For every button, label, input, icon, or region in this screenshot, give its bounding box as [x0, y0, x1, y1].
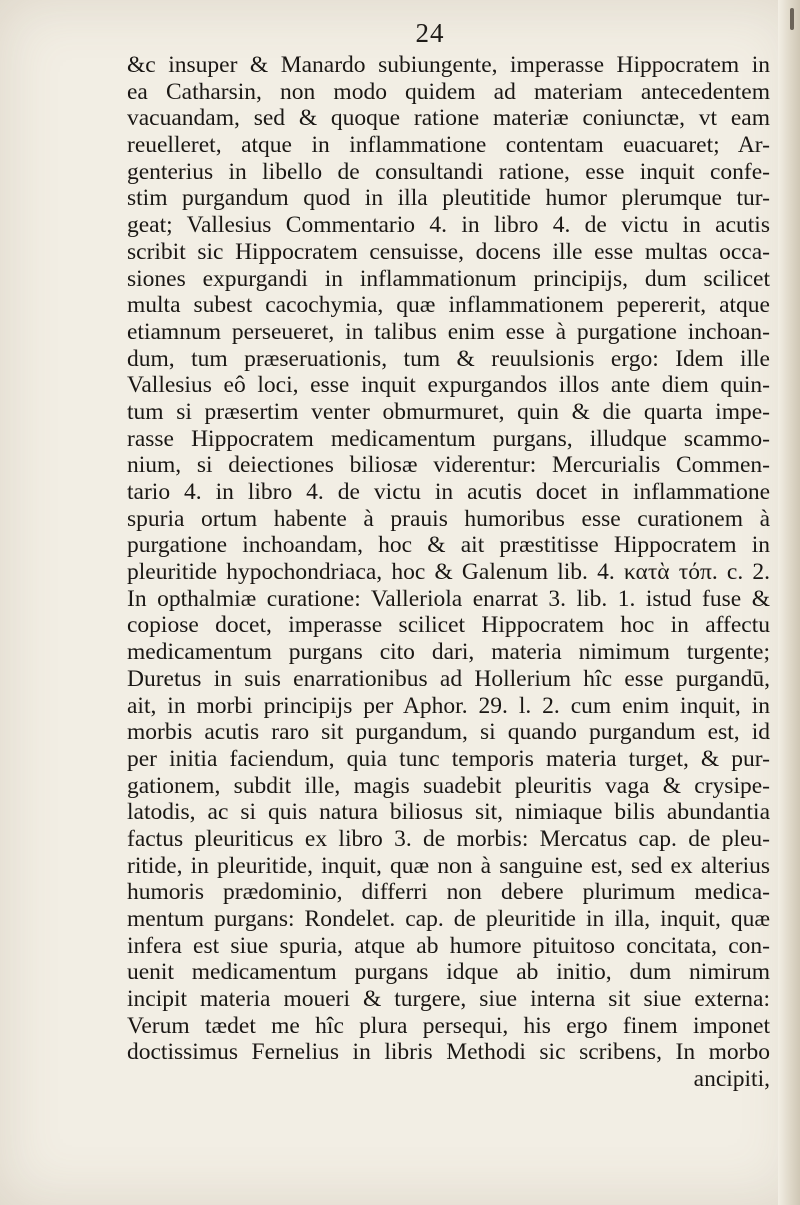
text-line: nium, si deiectiones biliosæ viderentur: Mercurialis Commen-: [127, 452, 770, 479]
text-line: scribit sic Hippocratem censuisse, docens ille esse multas occa-: [127, 238, 770, 265]
text-line: copiose docet, imperasse scilicet Hippocratem hoc in affectu: [127, 612, 770, 639]
text-line: tario 4. in libro 4. de victu in acutis docet in inflammatione: [127, 479, 770, 505]
page-number: 24: [415, 18, 445, 48]
text-line: Duretus in suis enarrationibus ad Hollerium hîc esse purgandū,: [127, 665, 770, 692]
text-line: per initia faciendum, quia tunc temporis materia turget, & pur-: [127, 745, 770, 772]
text-line: doctissimus Fernelius in libris Methodi sic scribens, In morbo: [127, 1039, 770, 1066]
text-line: incipit materia moueri & turgere, siue interna sit siue externa:: [127, 986, 770, 1013]
text-line: dum, tum præseruationis, tum & reuulsionis ergo: Idem ille: [127, 345, 770, 372]
text-line: purgatione inchoandam, hoc & ait præstitisse Hippocratem in: [127, 532, 770, 559]
text-line: geat; Vallesius Commentario 4. in libro 4. de victu in acutis: [127, 212, 770, 239]
text-line: vacuandam, sed & quoque ratione materiæ coniunctæ, vt eam: [127, 105, 770, 132]
text-line: ritide, in pleuritide, inquit, quæ non à sanguine est, sed ex alterius: [127, 852, 770, 879]
text-line: &c insuper & Manardo subiungente, imperasse Hippocratem in: [127, 52, 770, 78]
text-line: gationem, subdit ille, magis suadebit pleuritis vaga & crysipe-: [127, 772, 770, 799]
text-line: tum si præsertim venter obmurmuret, quin & die quarta impe-: [127, 398, 770, 425]
text-line: infera est siue spuria, atque ab humore pituitoso concitata, con-: [127, 932, 770, 959]
text-line: etiamnum perseueret, in talibus enim esse à purgatione inchoan-: [127, 318, 770, 345]
text-line: factus pleuriticus ex libro 3. de morbis: Mercatus cap. de pleu-: [127, 825, 770, 852]
text-line: rasse Hippocratem medicamentum purgans, illudque scammo-: [127, 425, 770, 452]
page-fold-edge: [778, 0, 800, 1205]
text-line: ait, in morbi principijs per Aphor. 29. l. 2. cum enim inquit, in: [127, 692, 770, 719]
text-line: uenit medicamentum purgans idque ab initio, dum nimirum: [127, 959, 770, 986]
text-line: genterius in libello de consultandi ratione, esse inquit confe-: [127, 158, 770, 185]
text-line: multa subest cacochymia, quæ inflammationem pepererit, atque: [127, 292, 770, 319]
text-line: Verum tædet me hîc plura persequi, his ergo finem imponet: [127, 1012, 770, 1039]
text-line: mentum purgans: Rondelet. cap. de pleuritide in illa, inquit, quæ: [127, 906, 770, 932]
catchword: ancipiti,: [693, 1066, 770, 1093]
text-line: pleuritide hypochondriaca, hoc & Galenum lib. 4. κατὰ τόπ. c. 2.: [127, 559, 770, 586]
text-line: siones expurgandi in inflammationum principijs, dum scilicet: [127, 265, 770, 292]
text-line: medicamentum purgans cito dari, materia nimimum turgente;: [127, 639, 770, 666]
text-line: latodis, ac si quis natura biliosus sit, nimiaque bilis abundantia: [127, 799, 770, 826]
text-line: Vallesius eô loci, esse inquit expurgandos illos ante diem quin-: [127, 372, 770, 399]
text-line: humoris prædominio, differri non debere plurimum medica-: [127, 879, 770, 906]
text-line: morbis acutis raro sit purgandum, si quando purgandum est, id: [127, 719, 770, 746]
text-line: ea Catharsin, non modo quidem ad materiam antecedentem: [127, 78, 770, 105]
text-line: spuria ortum habente à prauis humoribus esse curationem à: [127, 505, 770, 532]
text-line: reuelleret, atque in inflammatione contentam euacuaret; Ar-: [127, 132, 770, 159]
text-line: stim purgandum quod in illa pleutitide humor plerumque tur-: [127, 185, 770, 212]
body-text: [127, 52, 770, 1093]
text-line: In opthalmiæ curatione: Valleriola enarrat 3. lib. 1. istud fuse &: [127, 585, 770, 612]
